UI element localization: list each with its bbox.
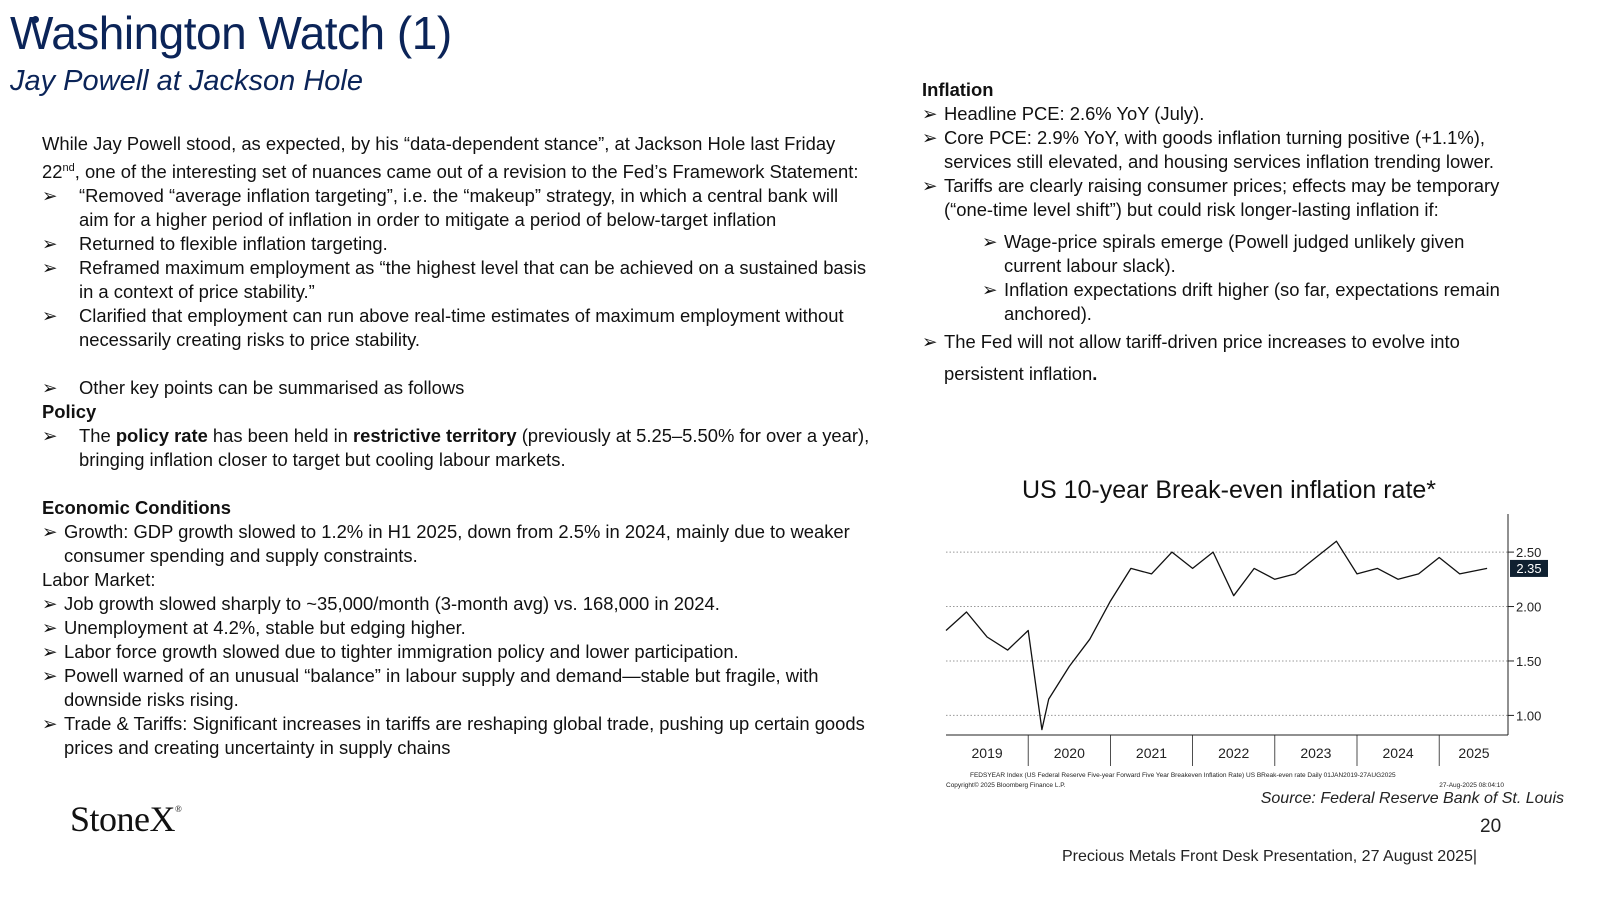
list-item-text: Inflation expectations drift higher (so far, expectations remain anchored). xyxy=(1004,279,1500,324)
arrow-bullet-icon: ➢ xyxy=(982,231,998,252)
list-item xyxy=(922,126,1514,174)
list-item xyxy=(922,326,1514,390)
list-item-text: Unemployment at 4.2%, stable but edging higher. xyxy=(64,617,466,639)
restrictive-territory-bold: restrictive territory xyxy=(353,425,517,447)
list-item xyxy=(42,640,872,664)
x-tick-label: 2022 xyxy=(1218,745,1250,761)
list-item xyxy=(42,424,872,472)
y-tick-label: 1.00 xyxy=(1516,708,1542,724)
stonex-logo xyxy=(70,798,181,840)
chart-gridlines xyxy=(946,552,1508,715)
list-item xyxy=(42,232,872,256)
last-value-text: 2.35 xyxy=(1516,560,1542,576)
x-tick-label: 2024 xyxy=(1382,745,1414,761)
arrow-bullet-icon: ➢ xyxy=(42,521,58,543)
sub-list-item xyxy=(922,230,1514,278)
list-item xyxy=(42,304,872,352)
labor-market-heading: Labor Market: xyxy=(42,569,156,591)
list-item xyxy=(42,376,872,400)
list-item-text: Other key points can be summarised as follows xyxy=(79,377,465,399)
arrow-bullet-icon: ➢ xyxy=(42,713,58,735)
inflation-heading: Inflation xyxy=(922,79,994,100)
footer-text: Precious Metals Front Desk Presentation, 27 August 2025| xyxy=(1062,848,1478,865)
right-column xyxy=(922,78,1514,390)
list-item-text: Tariffs are clearly raising consumer prices; effects may be temporary (“one-time level shift”) but could risk longer-lasting inflation if: xyxy=(944,175,1500,220)
intro-text-cont: , one of the interesting set of nuances came out of a revision to the Fed’s Framework Statement: xyxy=(74,161,859,183)
x-tick-label: 2023 xyxy=(1300,745,1332,761)
arrow-bullet-icon: ➢ xyxy=(42,257,58,279)
list-item-text: Returned to flexible inflation targeting. xyxy=(79,233,388,255)
x-tick-label: 2019 xyxy=(971,745,1003,761)
list-item-text: Core PCE: 2.9% YoY, with goods inflation turning positive (+1.1%), services still elevated, and housing services inflation trending lower. xyxy=(944,127,1494,172)
arrow-bullet-icon: ➢ xyxy=(922,127,938,148)
intro-paragraph xyxy=(42,132,872,184)
arrow-bullet-icon: ➢ xyxy=(42,305,58,327)
list-item-text: Powell warned of an unusual “balance” in labour supply and demand—stable but fragile, with downside risks rising. xyxy=(64,665,819,711)
list-item xyxy=(922,102,1514,126)
series-line xyxy=(946,541,1487,729)
list-item xyxy=(42,664,872,712)
list-item-text: “Removed “average inflation targeting”, i.e. the “makeup” strategy, in which a central bank will aim for a higher period of inflation in order to mitigate a period of below-target inflation xyxy=(79,185,839,231)
left-column xyxy=(42,132,872,760)
list-item xyxy=(42,520,872,568)
list-item-period: . xyxy=(1092,363,1098,384)
list-item-text: Growth: GDP growth slowed to 1.2% in H1 2025, down from 2.5% in 2024, mainly due to weaker consumer spending and supply constraints. xyxy=(64,521,850,567)
y-tick-label: 2.50 xyxy=(1516,545,1542,561)
last-value-label xyxy=(1510,560,1548,577)
chart-title: US 10-year Break-even inflation rate* xyxy=(1021,476,1437,504)
policy-text: (previously at 5.25–5.50% for over a year), bringing inflation closer to target but cooling labour markets. xyxy=(79,425,870,471)
arrow-bullet-icon: ➢ xyxy=(982,279,998,300)
arrow-bullet-icon: ➢ xyxy=(922,103,938,124)
chart-footnote: FEDSYEAR Index (US Federal Reserve Five-year Forward Five Year Breakeven Inflation Rate) US BReak-even rate Daily 01JAN2019-27AUG2025 xyxy=(970,772,1396,779)
economic-conditions-heading: Economic Conditions xyxy=(42,497,232,519)
arrow-bullet-icon: ➢ xyxy=(922,331,938,352)
y-tick-label: 1.50 xyxy=(1516,653,1542,669)
x-tick-label: 2020 xyxy=(1053,745,1085,761)
list-item xyxy=(42,184,872,232)
list-item xyxy=(42,256,872,304)
page-number: 20 xyxy=(1480,816,1502,837)
list-item-text: Clarified that employment can run above real-time estimates of maximum employment without necessarily creating risks to price stability. xyxy=(79,305,844,351)
sub-list-item xyxy=(922,278,1514,326)
list-item-text: Headline PCE: 2.6% YoY (July). xyxy=(944,103,1205,124)
list-item-text: Labor force growth slowed due to tighter immigration policy and lower participation. xyxy=(64,641,739,663)
y-tick-label: 2.00 xyxy=(1516,599,1542,615)
chart-timestamp: 27-Aug-2025 08:04:10 xyxy=(1439,782,1504,789)
arrow-bullet-icon: ➢ xyxy=(42,233,58,255)
arrow-bullet-icon: ➢ xyxy=(922,175,938,196)
spacer xyxy=(42,472,872,496)
list-item-text: Job growth slowed sharply to ~35,000/month (3-month avg) vs. 168,000 in 2024. xyxy=(64,593,720,615)
list-item-text: The Fed will not allow tariff-driven price increases to evolve into persistent inflation xyxy=(944,331,1460,384)
arrow-bullet-icon: ➢ xyxy=(42,185,58,207)
list-item xyxy=(42,712,872,760)
logo-mark: ® xyxy=(175,804,182,814)
intro-text: While Jay Powell stood, as expected, by his “data-dependent stance”, at Jackson Hole last Friday 22 xyxy=(42,133,836,183)
arrow-bullet-icon: ➢ xyxy=(42,425,58,447)
policy-rate-bold: policy rate xyxy=(115,425,208,447)
policy-heading: Policy xyxy=(42,401,97,423)
x-tick-label: 2021 xyxy=(1135,745,1168,761)
arrow-bullet-icon: ➢ xyxy=(42,593,58,615)
logo-text: StoneX xyxy=(70,799,175,839)
arrow-bullet-icon: ➢ xyxy=(42,377,58,399)
chart-copyright: Copyright© 2025 Bloomberg Finance L.P. xyxy=(946,782,1066,789)
x-ticks xyxy=(972,745,1490,761)
break-even-chart xyxy=(944,510,1542,792)
intro-superscript: nd xyxy=(62,162,75,174)
list-item-text: Reframed maximum employment as “the highest level that can be achieved on a sustained basis in a context of price stability.” xyxy=(79,257,867,303)
policy-text: The xyxy=(79,425,116,447)
list-item-text: Trade & Tariffs: Significant increases in tariffs are reshaping global trade, pushing up certain goods prices and creating uncertainty in supply chains xyxy=(64,713,865,759)
source-note: Source: Federal Reserve Bank of St. Louis xyxy=(1260,790,1564,807)
list-item xyxy=(42,592,872,616)
x-tick-label: 2025 xyxy=(1458,745,1490,761)
arrow-bullet-icon: ➢ xyxy=(42,665,58,687)
spacer xyxy=(42,352,872,376)
page-title: Washington Watch (1) xyxy=(10,7,452,59)
policy-text: has been held in xyxy=(207,425,354,447)
list-item xyxy=(42,616,872,640)
list-item xyxy=(922,174,1514,222)
page-subtitle: Jay Powell at Jackson Hole xyxy=(10,65,363,97)
list-item-text: Wage-price spirals emerge (Powell judged unlikely given current labour slack). xyxy=(1004,231,1465,276)
arrow-bullet-icon: ➢ xyxy=(42,641,58,663)
arrow-bullet-icon: ➢ xyxy=(42,617,58,639)
